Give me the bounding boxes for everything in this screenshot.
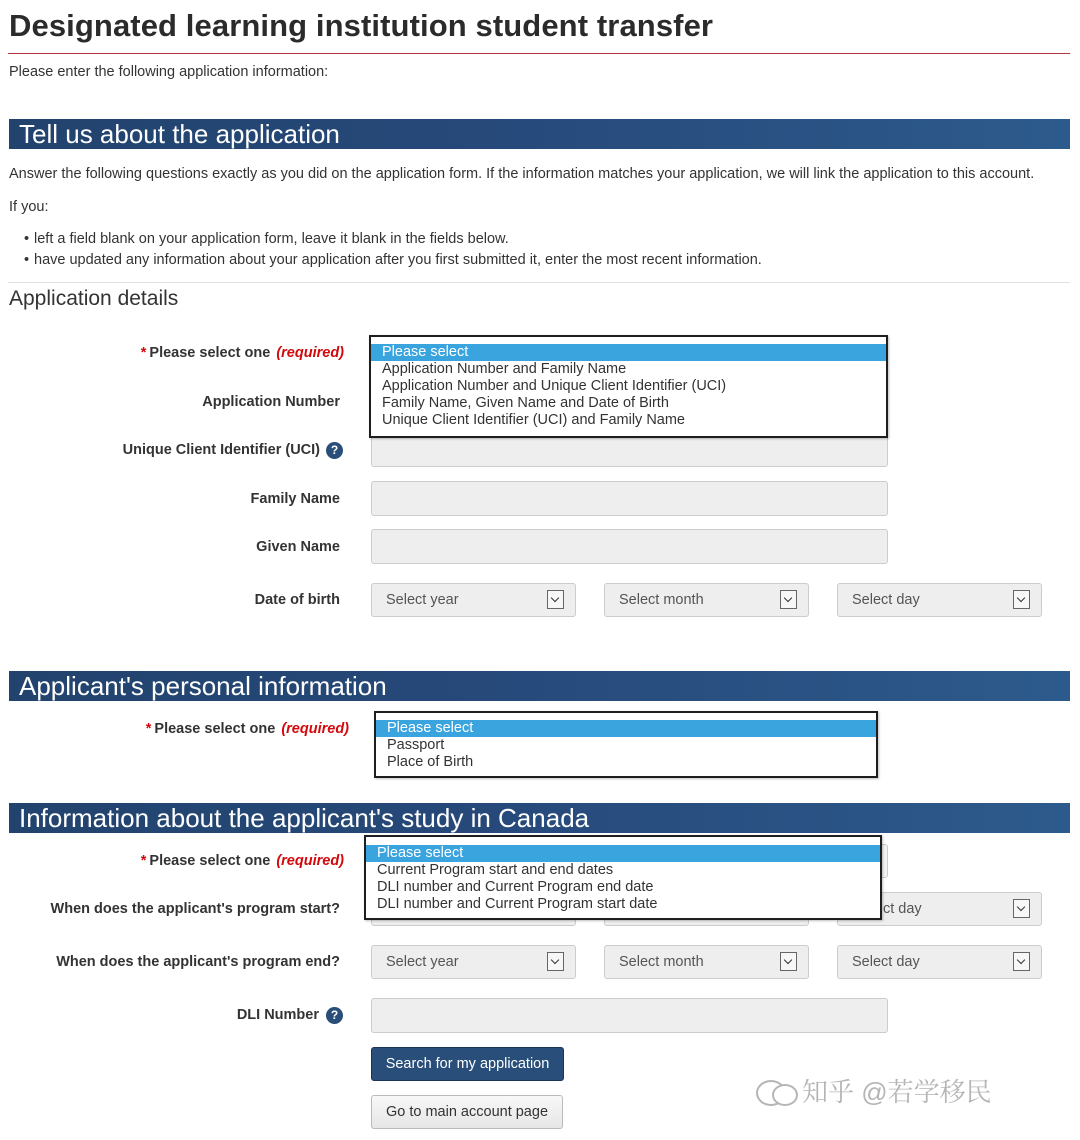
select-option[interactable]: Passport <box>387 737 445 753</box>
chevron-down-icon <box>1013 899 1030 918</box>
family-name-input[interactable] <box>371 481 888 516</box>
section-heading-study: Information about the applicant's study in Canada <box>9 803 1070 833</box>
end-year-select[interactable] <box>371 945 576 979</box>
dli-number-input[interactable] <box>371 998 888 1033</box>
required-text: (required) <box>276 345 344 361</box>
section-heading-application: Tell us about the application <box>9 119 1070 149</box>
search-application-button[interactable]: Search for my application <box>371 1047 564 1081</box>
dob-day-value: Select day <box>852 592 920 608</box>
select-one-label: * Please select one (required) <box>140 853 344 869</box>
help-circle-icon[interactable]: ? <box>326 1007 343 1024</box>
required-asterisk: * <box>145 721 152 737</box>
instructions-text: Answer the following questions exactly as you did on the application form. If the information matches your application, we will link the application to this account. <box>9 166 1035 182</box>
watermark <box>756 1072 992 1109</box>
select-option[interactable]: DLI number and Current Program start date <box>377 896 658 912</box>
family-name-label: Family Name <box>250 491 340 507</box>
select-option[interactable]: Please select <box>371 344 886 361</box>
dob-month-select[interactable] <box>604 583 809 617</box>
select-option[interactable]: Application Number and Family Name <box>382 361 627 377</box>
select-option[interactable]: Unique Client Identifier (UCI) and Family Name <box>382 412 685 428</box>
watermark-text: 知乎 @若学移民 <box>802 1077 992 1107</box>
main-account-button[interactable]: Go to main account page <box>371 1095 563 1129</box>
page-title: Designated learning institution student transfer <box>9 8 714 43</box>
select-option[interactable]: Place of Birth <box>387 754 474 770</box>
dli-number-label: DLI Number <box>236 1007 319 1023</box>
chevron-down-icon <box>1013 590 1030 609</box>
instruction-bullet: • have updated any information about your application after you first submitted it, enter the most recent information. <box>34 252 762 268</box>
end-day-value: Select day <box>852 954 920 970</box>
dob-label: Date of birth <box>254 592 340 608</box>
subsection-divider <box>8 282 1070 283</box>
instruction-bullet: • left a field blank on your application form, leave it blank in the fields below. <box>34 231 509 247</box>
dob-day-select[interactable] <box>837 583 1042 617</box>
select-option[interactable]: Please select <box>366 845 880 862</box>
select-option[interactable]: DLI number and Current Program end date <box>377 879 654 895</box>
start-day-value: ct day <box>883 901 922 917</box>
page-intro: Please enter the following application information: <box>9 64 329 80</box>
select-option[interactable]: Please select <box>376 720 876 737</box>
chevron-down-icon <box>547 952 564 971</box>
end-day-select[interactable] <box>837 945 1042 979</box>
chevron-down-icon <box>780 952 797 971</box>
required-asterisk: * <box>140 853 147 869</box>
given-name-input[interactable] <box>371 529 888 564</box>
select-option[interactable]: Current Program start and end dates <box>377 862 614 878</box>
if-you-text: If you: <box>9 199 49 215</box>
application-number-label: Application Number <box>202 394 340 410</box>
select-one-label: * Please select one (required) <box>145 721 349 737</box>
select-one-label: * Please select one (required) <box>140 345 344 361</box>
study-info-select[interactable] <box>364 835 882 920</box>
required-text: (required) <box>281 721 349 737</box>
program-end-label: When does the applicant's program end? <box>56 954 340 970</box>
title-divider <box>8 53 1070 54</box>
select-option[interactable]: Application Number and Unique Client Identifier (UCI) <box>382 378 727 394</box>
dob-month-value: Select month <box>619 592 704 608</box>
given-name-label: Given Name <box>256 539 340 555</box>
chevron-down-icon <box>1013 952 1030 971</box>
application-details-select[interactable] <box>369 335 888 438</box>
chevron-down-icon <box>547 590 564 609</box>
required-text: (required) <box>276 853 344 869</box>
end-month-value: Select month <box>619 954 704 970</box>
select-option[interactable]: Family Name, Given Name and Date of Birth <box>382 395 669 411</box>
wechat-icon <box>756 1076 796 1106</box>
dob-year-select[interactable] <box>371 583 576 617</box>
subsection-title: Application details <box>9 287 179 310</box>
program-start-label: When does the applicant's program start? <box>50 901 340 917</box>
uci-label: Unique Client Identifier (UCI) <box>122 442 320 458</box>
personal-info-select[interactable] <box>374 711 878 778</box>
dob-year-value: Select year <box>386 592 459 608</box>
end-month-select[interactable] <box>604 945 809 979</box>
end-year-value: Select year <box>386 954 459 970</box>
section-heading-personal: Applicant's personal information <box>9 671 1070 701</box>
uci-input[interactable] <box>371 433 888 467</box>
required-asterisk: * <box>140 345 147 361</box>
help-circle-icon[interactable]: ? <box>326 442 343 459</box>
chevron-down-icon <box>780 590 797 609</box>
